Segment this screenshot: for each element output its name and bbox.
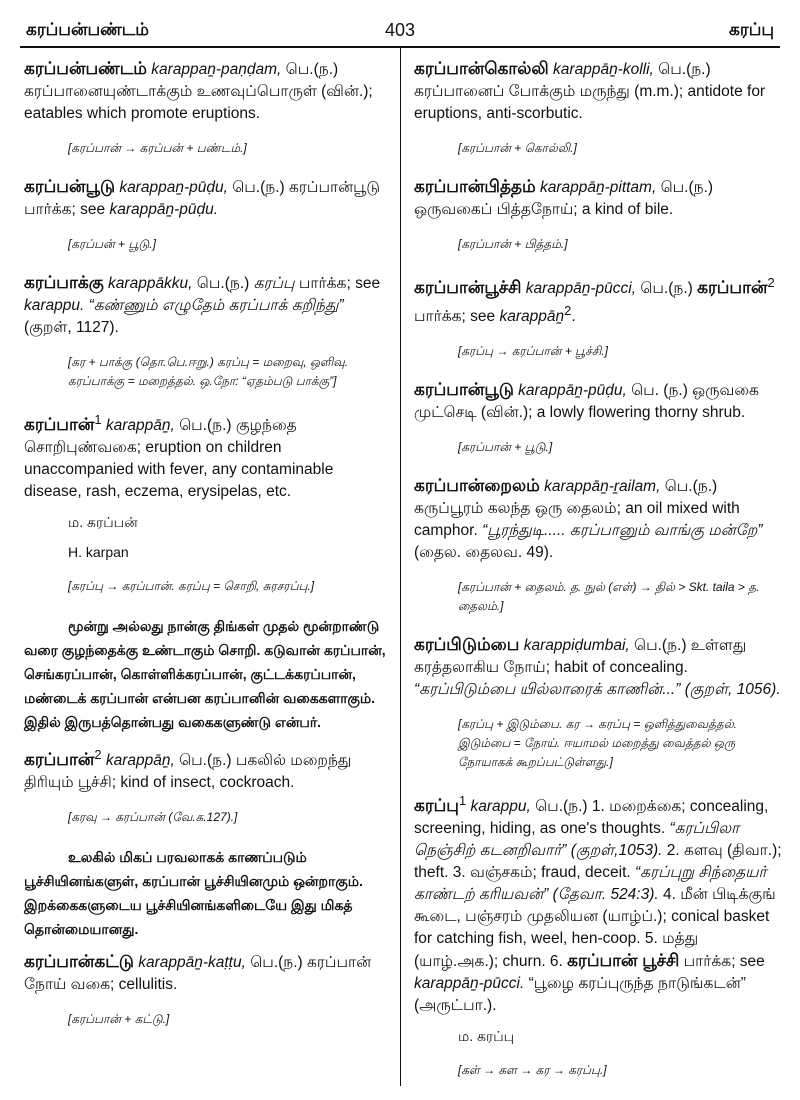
etymology-note: [கரப்பு → கரப்பான். கரப்பு = சொறி, சுரசரப்பு.] bbox=[68, 579, 315, 594]
hindi-cognate: H. karpan bbox=[68, 544, 129, 561]
romanization: karappaṉ-pūḍu, bbox=[119, 179, 228, 196]
etymology-note: [கரப்பு + இடும்பை. கர → கரப்பு = ஒளித்துவைத்தல். இடும்பை = நோய். ஈயாமல் மறைத்து வைத்தல் ஒரு நோயாகக் கூறப்பட்டுள்ளது.] bbox=[458, 717, 737, 770]
entry-karappan-kolli bbox=[414, 58, 784, 125]
left-column bbox=[24, 58, 394, 1047]
quotation: “கரப்புறு சிந்தையர் காண்டற் கரியவன்” bbox=[414, 864, 767, 904]
running-head-right: கரப்பு bbox=[729, 20, 774, 39]
definition: பெ.(ந.) ஒருவகைப் பித்தநோய்; a kind of bile. bbox=[414, 179, 714, 218]
definition: 4. மீன் பிடிக்குங் கூடை, பஞ்சரம் முதலியன (யாழ்ப்.); conical basket for catching fish, weel, hen-coop. 5. மத்து (யாழ்.அக.); churn. 6. bbox=[414, 886, 776, 971]
column-divider bbox=[400, 46, 401, 1086]
romanization: karappāṉ-kaṭṭu, bbox=[133, 954, 246, 972]
citation: (குறள், 1127). bbox=[24, 319, 119, 336]
etymology-note: [கரப்பான் + கொல்லி.] bbox=[458, 141, 577, 155]
romanization: karappāṉ-pūcci, bbox=[521, 280, 637, 298]
headword: கரப்பான் bbox=[24, 415, 95, 435]
definition: பார்க்க; see bbox=[294, 275, 381, 292]
headword: கரப்பன்பூடு bbox=[24, 177, 115, 196]
etymology-note: [கரப்பான் → கரப்பன் + பண்டம்.] bbox=[68, 141, 247, 155]
headword: கரப்பான் bbox=[24, 750, 95, 770]
page-number: 403 bbox=[384, 20, 416, 40]
citation: (குறள், 1056). bbox=[680, 681, 781, 699]
romanization: karappāṉ-kolli, bbox=[548, 61, 654, 78]
definition: பெ.(ந.) பகலில் மறைந்து திரியும் பூச்சி; kind of insect, cockroach. bbox=[24, 752, 352, 792]
etymology-note: [கரப்பான் + தைலம். த. நுல் (எள்) → தில் > Skt. taila > த. தைலம்.] bbox=[458, 580, 760, 614]
running-head-left: கரப்பன்பண்டம் bbox=[26, 20, 149, 39]
homograph-number: 1 bbox=[458, 793, 467, 809]
cross-reference: karappu. bbox=[24, 297, 85, 314]
headword: கரப்பான்பூடு bbox=[414, 380, 514, 400]
etymology-note: [கரப்பன் + பூடு.] bbox=[68, 237, 156, 251]
entry-karappan-railam bbox=[414, 475, 784, 564]
punctuation: . bbox=[571, 308, 576, 326]
entry-karappan-kattu bbox=[24, 951, 394, 996]
definition: பெ.(ந.) bbox=[192, 275, 254, 292]
cross-reference: கரப்பு bbox=[253, 275, 295, 292]
quotation: “கரப்பிடும்பை யில்லாரைக் காணின்...” bbox=[414, 681, 681, 699]
definition: பெ. (ந.) ஒருவகை முட்செடி (வின்.); a lowly flowering thorny shrub. bbox=[414, 382, 759, 422]
definition: பெ.(ந.) bbox=[636, 280, 698, 298]
homograph-number: 2 bbox=[564, 303, 572, 319]
definition: பெ.(ந.) கரப்பான் நோய் வகை; cellulitis. bbox=[24, 954, 372, 994]
headword: கரப்பு bbox=[414, 796, 459, 816]
entry-karappan-pucci bbox=[414, 272, 784, 328]
headword: கரப்பான்பித்தம் bbox=[414, 177, 536, 196]
cross-reference: karappāṉ-pūḍu. bbox=[109, 201, 219, 218]
quotation: “பூரந்துடி..... கரப்பானும் வாங்கு மன்றே” bbox=[477, 522, 763, 540]
homograph-number: 2 bbox=[767, 275, 775, 290]
romanization: karappāṉ-pūḍu, bbox=[513, 382, 627, 400]
romanization: karappākku, bbox=[108, 275, 193, 292]
headword: கரப்பான்கொல்லி bbox=[414, 59, 549, 78]
entry-karappakku bbox=[24, 272, 394, 339]
explanation-paragraph: மூன்று அல்லது நான்கு திங்கள் முதல் மூன்றாண்டு வரை குழந்தைக்கு உண்டாகும் சொறி. கடுவான் கரப்பான், செங்கரப்பான், கொள்ளிக்கரப்பான், குட்டக்கரப்பான், மண்டைக் கரப்பான் என்பன கரப்பானின் வகைகளாகும். இதில் இருபத்தொன்பது வகைகளுண்டு என்பர். bbox=[24, 618, 386, 731]
cross-reference: கரப்பான் பூச்சி bbox=[567, 951, 680, 971]
headword: கரப்பான்பூச்சி bbox=[414, 278, 522, 298]
definition: பெ.(ந.) 1. மறைக்கை; concealing, screening, hiding, as one's thoughts. bbox=[414, 798, 769, 838]
entry-karappan-1 bbox=[24, 409, 394, 503]
definition: 2. களவு (திவா.); theft. 3. வஞ்சகம்; fraud, deceit. bbox=[414, 842, 782, 882]
homograph-number: 2 bbox=[94, 747, 102, 763]
malayalam-cognate: ம. கரப்பன் bbox=[68, 514, 138, 531]
malayalam-cognate: ம. கரப்பு bbox=[458, 1028, 515, 1045]
citation: (குறள்,1053). bbox=[566, 842, 663, 860]
headword: கரப்பான்றைலம் bbox=[414, 476, 540, 496]
entry-karappan-pittam bbox=[414, 176, 784, 221]
romanization: karappāṉ-ṟailam, bbox=[539, 478, 661, 496]
romanization: karappāṉ, bbox=[101, 417, 175, 435]
etymology-note: [கரப்பான் + பூடு.] bbox=[458, 440, 553, 455]
headword: கரப்பான்கட்டு bbox=[24, 952, 134, 972]
citation: (அருட்பா.). bbox=[414, 997, 497, 1015]
explanation-paragraph: உலகில் மிகப் பரவலாகக் காணப்படும் பூச்சியினங்களுள், கரப்பான் பூச்சியினமும் ஒன்றாகும். இறக்கைகளுடைய பூச்சியினங்களிடையே இது மிகத் தொன்மையானது. bbox=[24, 849, 363, 938]
entry-karappu-1 bbox=[414, 790, 784, 1017]
cross-reference: karappāṉ-pūcci. bbox=[414, 975, 525, 993]
definition: பெ.(ந.) உள்ளது கரத்தலாகிய நோய்; habit of concealing. bbox=[414, 637, 747, 677]
etymology-note: [கள் → கள → கர → கரப்பு.] bbox=[458, 1063, 607, 1078]
headword: கரப்பாக்கு bbox=[24, 273, 104, 292]
entry-karappidumbai bbox=[414, 634, 784, 701]
headword: கரப்பிடும்பை bbox=[414, 635, 520, 655]
entry-karappan-pandam bbox=[24, 58, 394, 125]
etymology-note: [கர + பாக்கு (தொ.பெ.ஈறு.) கரப்பு = மறைவு, ஒளிவு. கரப்பாக்கு = மறைத்தல். ஒ.நோ: “ஏதம்படு பாக்கு”] bbox=[68, 355, 349, 388]
romanization: karappaṉ-paṇḍam, bbox=[151, 61, 282, 78]
definition: பெ.(ந.) கருப்பூரம் கலந்த ஒரு தைலம்; an oil mixed with camphor. bbox=[414, 478, 740, 540]
etymology-note: [கரப்பு → கரப்பான் + பூச்சி.] bbox=[458, 344, 608, 359]
definition: பெ.(ந.) கரப்பானையுண்டாக்கும் உணவுப்பொருள் (வின்.); eatables which promote eruptions. bbox=[24, 61, 373, 122]
homograph-number: 1 bbox=[94, 412, 102, 427]
etymology-note: [கரப்பான் + கட்டு.] bbox=[68, 1012, 170, 1027]
definition: பெ.(ந.) குழந்தை சொறிபுண்வகை; eruption on children unaccompanied with fever, any contaminable disease, rash, eczema, erysipelas, etc. bbox=[24, 417, 334, 501]
quotation: “கரப்பிலா நெஞ்சிற் கடனறிவார்” bbox=[414, 820, 740, 860]
romanization: karappāṉ-pittam, bbox=[535, 179, 657, 196]
definition: பார்க்க; see bbox=[414, 308, 500, 326]
entry-karappan-pudu-2 bbox=[414, 379, 784, 424]
cross-reference: கரப்பான் bbox=[697, 278, 768, 298]
quotation: “பூழை கரப்புருந்த நாடுங்கடன்” bbox=[524, 975, 746, 993]
headword: கரப்பன்பண்டம் bbox=[24, 59, 147, 78]
quotation: “கண்ணும் எழுதேம் கரப்பாக் கறிந்து” bbox=[84, 297, 344, 314]
romanization: karappu, bbox=[466, 798, 531, 816]
cross-reference: karappāṉ bbox=[499, 308, 565, 326]
definition: பார்க்க; see bbox=[679, 953, 765, 971]
entry-karappan-2 bbox=[24, 744, 394, 794]
definition: பெ.(ந.) கரப்பானைப் போக்கும் மருந்து (m.m.); antidote for eruptions, anti-scorbutic. bbox=[414, 61, 766, 122]
citation: (தேவா. 524:3). bbox=[548, 886, 659, 904]
etymology-note: [கரப்பான் + பித்தம்.] bbox=[458, 237, 568, 251]
definition: பெ.(ந.) கரப்பான்பூடு பார்க்க; see bbox=[24, 179, 381, 218]
romanization: karappiḍumbai, bbox=[519, 637, 630, 655]
right-column bbox=[414, 58, 784, 1098]
entry-karappan-pudu bbox=[24, 176, 394, 221]
citation: (தைல. தைலவ. 49). bbox=[414, 544, 554, 562]
romanization: karappāṉ, bbox=[101, 752, 175, 770]
etymology-note: [கரவு → கரப்பான் (வே.க.127).] bbox=[68, 810, 238, 825]
